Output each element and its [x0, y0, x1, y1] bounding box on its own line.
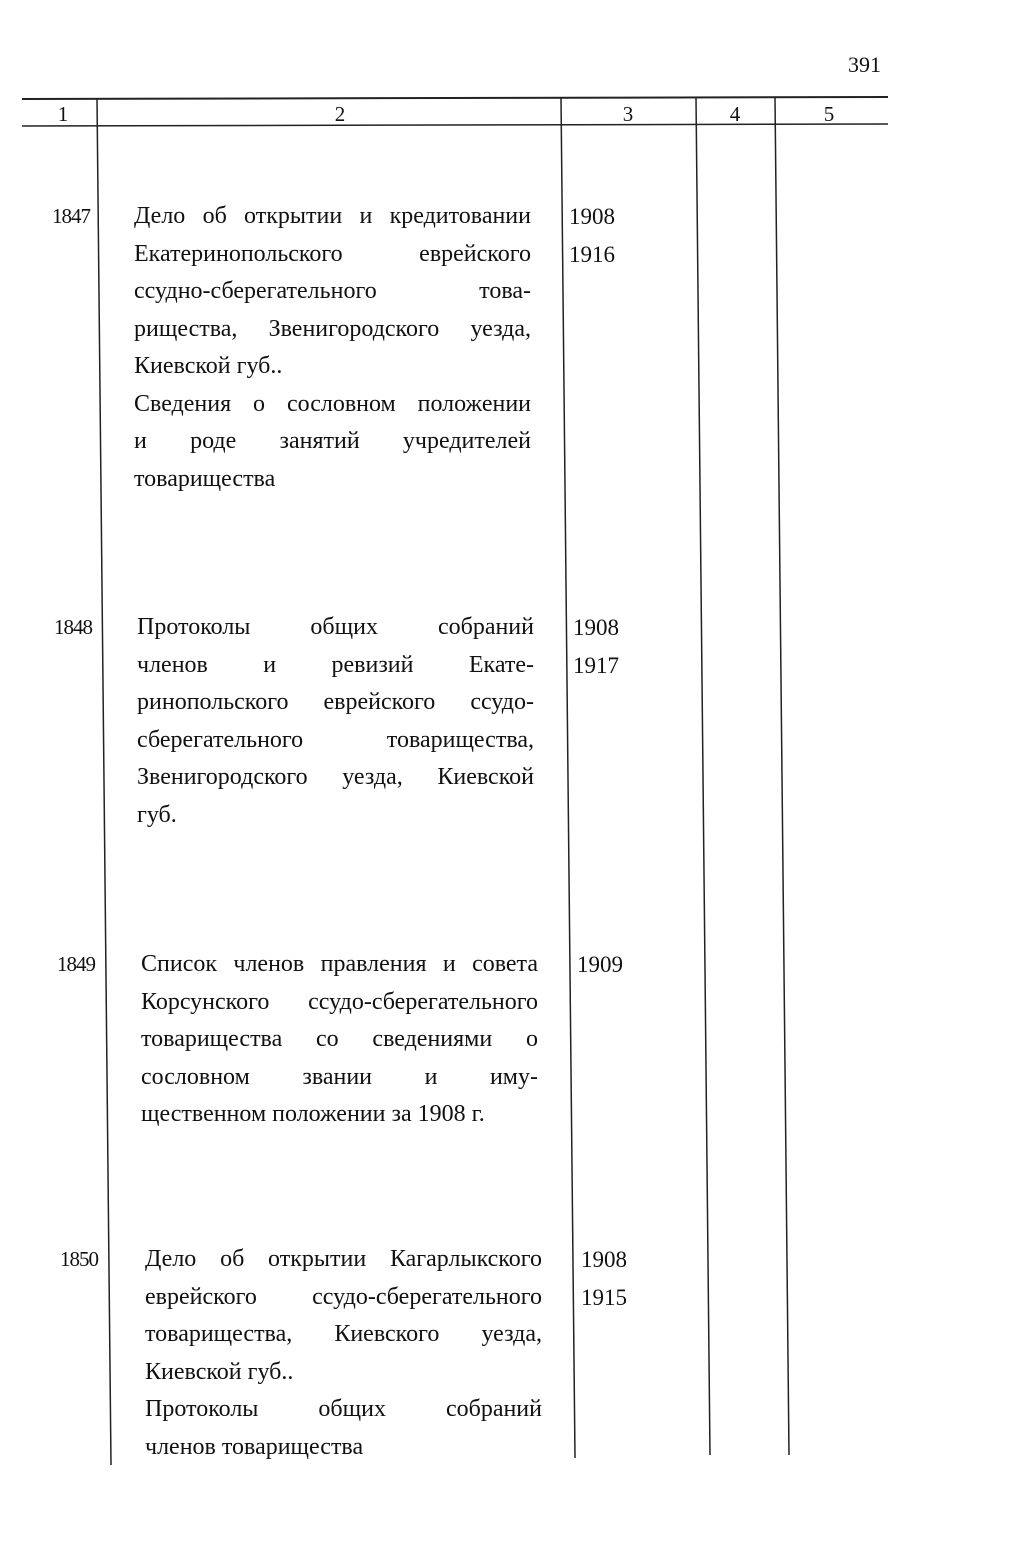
description-line: еврейского ссудо-сберегательного: [145, 1283, 542, 1310]
description-line: Звенигородского уезда, Киевской: [137, 764, 534, 790]
description-line: Дело об открытии и кредитовании: [134, 203, 531, 229]
description-line: Сведения о сословном положении: [134, 390, 531, 417]
description-line: членов товарищества: [145, 1433, 364, 1460]
description-line: ссудно-сберегательного това-: [134, 278, 531, 304]
year: 1908: [581, 1247, 627, 1272]
description-line: и роде занятий учредителей: [134, 428, 531, 454]
description-line: Список членов правления и совета: [141, 951, 538, 977]
page-number: 391: [848, 52, 881, 77]
description-line: Протоколы общих собраний: [145, 1396, 542, 1422]
entry-description: [145, 1241, 542, 1466]
entry-number: 1848: [54, 615, 92, 639]
year: 1908: [573, 615, 619, 640]
column-header-1: 1: [57, 102, 69, 126]
description-line: товарищества, Киевского уезда,: [145, 1321, 542, 1347]
entry-description: [141, 946, 538, 1134]
entry-description: [137, 609, 534, 834]
entry-number: 1849: [57, 952, 95, 976]
description-line: Дело об открытии Кагарлыкского: [145, 1246, 542, 1272]
column-header-4: 4: [729, 102, 741, 126]
entry-years: [573, 609, 619, 685]
description-line: Екатеринопольского еврейского: [134, 240, 531, 267]
year: 1908: [569, 204, 615, 229]
description-line: товарищества: [134, 465, 276, 492]
description-line: товарищества со сведениями о: [141, 1026, 538, 1052]
description-line: сберегательного товарищества,: [137, 726, 534, 753]
description-line: рищества, Звенигородского уезда,: [134, 315, 531, 342]
column-header-2: 2: [334, 102, 346, 126]
description-line: Киевской губ..: [134, 353, 283, 379]
description-line: сословном звании и иму-: [141, 1063, 538, 1090]
description-line: членов и ревизий Екате-: [137, 651, 534, 678]
description-line: Киевской губ..: [145, 1358, 294, 1385]
description-line: ринопольского еврейского ссудо-: [137, 689, 534, 715]
column-header-5: 5: [823, 102, 835, 126]
description-line: Протоколы общих собраний: [137, 614, 534, 640]
entry-description: [134, 198, 531, 498]
entry-years: [569, 198, 615, 274]
description-line: губ.: [137, 801, 177, 828]
entry-years: [577, 946, 623, 984]
description-line: Корсунского ссудо-сберегательного: [141, 988, 538, 1015]
description-line: щественном положении за 1908 г.: [141, 1101, 485, 1127]
entry-number: 1847: [52, 204, 90, 228]
entry-years: [581, 1241, 627, 1317]
entry-number: 1850: [60, 1247, 98, 1271]
year: 1916: [569, 242, 615, 267]
year: 1917: [573, 653, 619, 678]
year: 1915: [581, 1285, 627, 1310]
column-header-3: 3: [622, 102, 634, 126]
year: 1909: [577, 952, 623, 977]
